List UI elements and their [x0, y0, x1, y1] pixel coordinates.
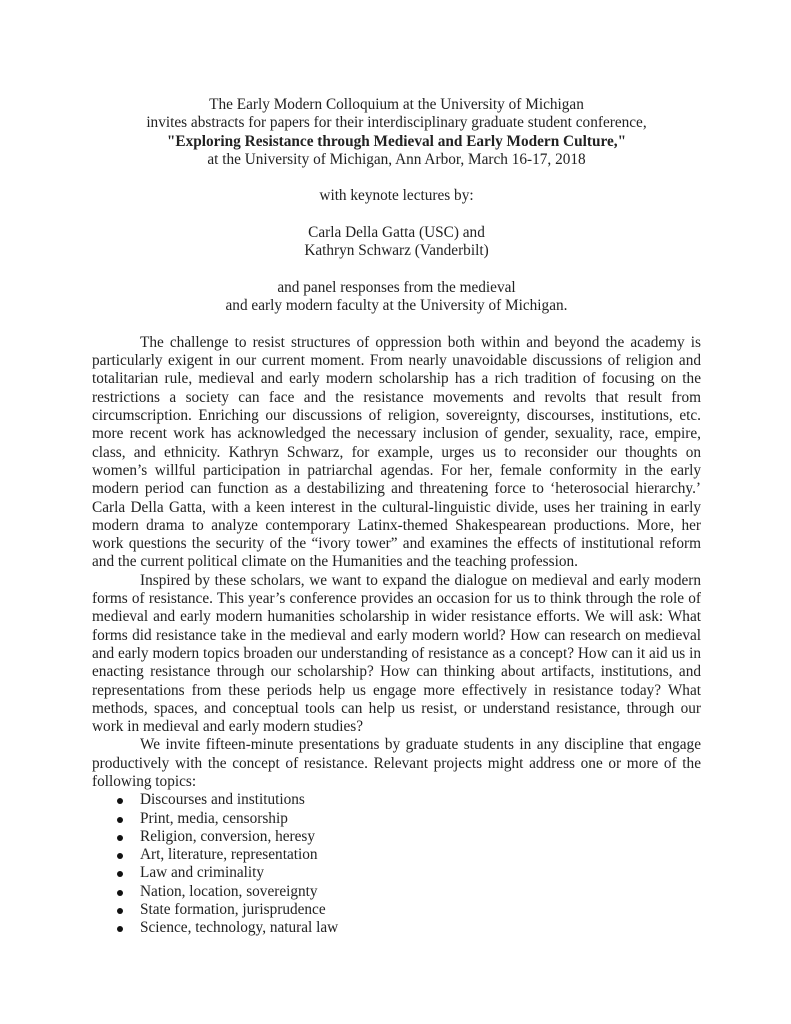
list-item	[92, 791, 701, 809]
keynote-speaker: Kathryn Schwarz (Vanderbilt)	[304, 242, 489, 260]
list-item	[92, 864, 701, 882]
bullet-icon	[117, 835, 123, 841]
keynote-intro: with keynote lectures by:	[319, 187, 474, 205]
organizer-line: The Early Modern Colloquium at the University of Michigan	[209, 96, 584, 113]
topic-list	[92, 791, 701, 937]
bullet-icon	[117, 908, 123, 914]
conference-title: "Exploring Resistance through Medieval and Early Modern Culture,"	[166, 132, 627, 150]
topic-label: Art, literature, representation	[140, 846, 318, 864]
body-paragraph: Inspired by these scholars, we want to expand the dialogue on medieval and early modern forms of resistance. This year’s conference provides an occasion for us to think through the role of medieval and early modern humanities scholarship in wider resistance efforts. We will ask: What forms did resistance take in the medieval and early modern world? How can research on medieval and early modern topics broaden our understanding of resistance as a concept? How can it aid us in enacting resistance through our scholarship? How can thinking about artifacts, institutions, and representations from these periods help us engage more effectively in resistance today? What methods, spaces, and conceptual tools can help us resist, or understand resistance, through our work in medieval and early modern studies?	[92, 571, 701, 736]
list-item	[92, 828, 701, 846]
invitation-line: invites abstracts for papers for their interdisciplinary graduate student conference,	[146, 114, 647, 132]
document-page	[92, 96, 701, 938]
panel-line: and panel responses from the medieval	[277, 278, 516, 296]
body-paragraph: We invite fifteen-minute presentations by graduate students in any discipline that engage productively with the concept of resistance. Relevant projects might address one or more of the following topics:	[92, 736, 701, 790]
list-item	[92, 901, 701, 919]
body-paragraph: The challenge to resist structures of oppression both within and beyond the academy is particularly exigent in our current moment. From nearly unavoidable discussions of religion and totalitarian rule, medieval and early modern scholarship has a rich tradition of focusing on the restrictions a society can face and the resistance movements and revolts that result from circumscription. Enriching our discussions of religion, sovereignty, discourses, institutions, etc. more recent work has acknowledged the necessary inclusion of gender, sexuality, race, empire, class, and ethnicity. Kathryn Schwarz, for example, urges us to reconsider our thoughts on women’s willful participation in patriarchal agendas. For her, female conformity in the early modern period can function as a destabilizing and threatening force to ‘heterosocial hierarchy.’ Carla Della Gatta, with a keen interest in the cultural-linguistic divide, uses her training in early modern drama to analyze contemporary Latinx-themed Shakespearean productions. More, her work questions the security of the “ivory tower” and examines the effects of institutional reform and the current political climate on the Humanities and the teaching profession.	[92, 333, 701, 571]
announcement-header	[92, 96, 701, 334]
bullet-icon	[117, 853, 123, 859]
topic-label: Discourses and institutions	[140, 791, 305, 809]
panel-line: and early modern faculty at the University of Michigan.	[225, 297, 568, 315]
bullet-icon	[117, 798, 123, 804]
list-item	[92, 919, 701, 937]
body-text	[92, 334, 701, 938]
list-item	[92, 846, 701, 864]
list-item	[92, 810, 701, 828]
topic-label: Religion, conversion, heresy	[140, 827, 316, 845]
topic-label: Nation, location, sovereignty	[140, 882, 318, 900]
keynote-speaker: Carla Della Gatta (USC) and	[308, 224, 485, 242]
bullet-icon	[117, 890, 123, 896]
location-date-line: at the University of Michigan, Ann Arbor, March 16-17, 2018	[207, 150, 586, 168]
bullet-icon	[117, 871, 123, 877]
list-item	[92, 883, 701, 901]
topic-label: Law and criminality	[140, 864, 265, 882]
topic-label: Print, media, censorship	[140, 809, 288, 827]
topic-label: Science, technology, natural law	[140, 919, 339, 937]
bullet-icon	[117, 817, 123, 823]
bullet-icon	[117, 926, 123, 932]
topic-label: State formation, jurisprudence	[140, 901, 326, 919]
